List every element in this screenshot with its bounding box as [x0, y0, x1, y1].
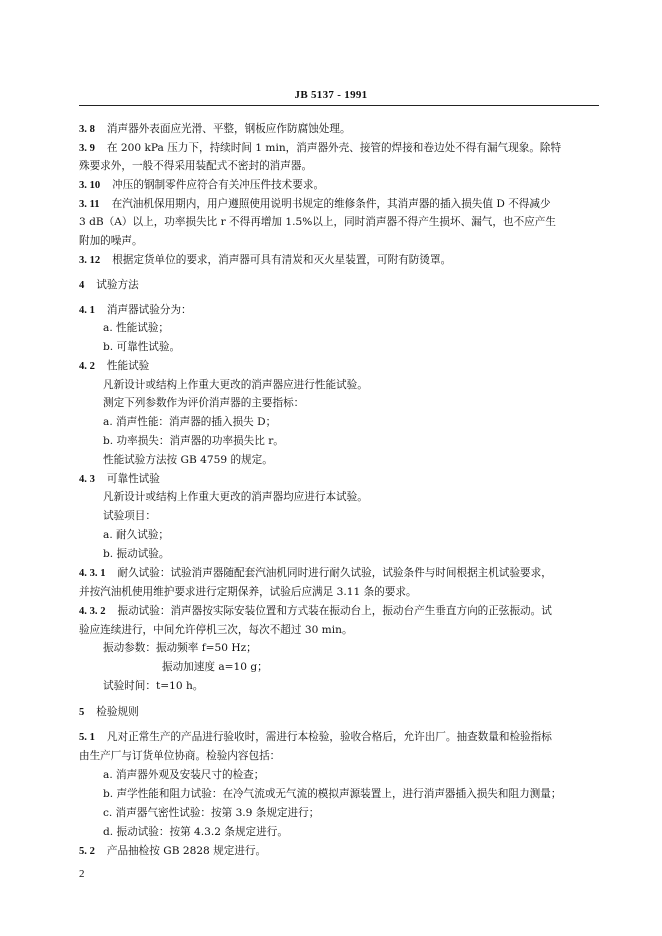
- list-item: d. 振动试验：按第 4.3.2 条规定进行。: [103, 826, 288, 838]
- clause-3-11-cont2: 附加的噪声。: [79, 235, 143, 247]
- clause-3-11-cont1: 3 dB（A）以上，功率损失比 r 不得再增加 1.5%以上，同时消声器不得产生损坏、漏气，也不应产生: [79, 216, 556, 228]
- list-item: b. 可靠性试验。: [103, 341, 181, 353]
- clause-4-2: 4. 2 性能试验: [79, 360, 150, 372]
- page-header: JB 5137 - 1991: [294, 89, 368, 101]
- paragraph-line: 试验项目：: [103, 510, 156, 522]
- clause-4-3-1: 4. 3. 1 耐久试验：试验消声器随配套汽油机同时进行耐久试验，试验条件与时间根据主机试验要求，: [79, 567, 552, 579]
- clause-3-9-cont: 殊要求外，一般不得采用装配式不密封的消声器。: [79, 160, 313, 172]
- list-item: c. 消声器气密性试验：按第 3.9 条规定进行；: [103, 807, 320, 819]
- paragraph-line: 凡新设计或结构上作重大更改的消声器应进行性能试验。: [103, 379, 368, 391]
- clause-5-1: 5. 1 凡对正常生产的产品进行验收时，需进行本检验，验收合格后，允许出厂。抽查数量和检验指标: [79, 731, 552, 743]
- clause-4-3-2: 4. 3. 2 振动试验：消声器按实际安装位置和方式装在振动台上，振动台产生垂直方向的正弦振动。试: [79, 605, 552, 617]
- clause-3-8: 3. 8 消声器外表面应光滑、平整，钢板应作防腐蚀处理。: [79, 123, 351, 135]
- test-duration: 试验时间：t=10 h。: [103, 680, 204, 692]
- clause-3-12: 3. 12 根据定货单位的要求，消声器可具有清炭和灭火星装置，可附有防烫罩。: [79, 254, 452, 266]
- paragraph-line: 测定下列参数作为评价消声器的主要指标：: [103, 397, 305, 409]
- clause-4-3: 4. 3 可靠性试验: [79, 473, 160, 485]
- list-item: b. 振动试验。: [103, 548, 170, 560]
- clause-3-9: 3. 9 在 200 kPa 压力下，持续时间 1 min，消声器外壳、接管的焊接和卷边处不得有漏气现象。除特: [79, 142, 562, 154]
- list-item: a. 耐久试验；: [103, 529, 170, 541]
- paragraph-line: 性能试验方法按 GB 4759 的规定。: [103, 454, 273, 466]
- section-4-heading: 4 试验方法: [79, 279, 139, 291]
- clause-4-3-1-cont: 并按汽油机使用维护要求进行定期保养，试验后应满足 3.11 条的要求。: [79, 586, 417, 598]
- vibration-frequency: 振动参数：振动频率 f=50 Hz；: [103, 642, 257, 654]
- list-item: b. 声学性能和阻力试验：在冷气流或无气流的模拟声源装置上，进行消声器插入损失和阻力测量；: [103, 788, 562, 800]
- list-item: a. 性能试验；: [103, 322, 170, 334]
- clause-5-1-cont: 由生产厂与订货单位协商。检验内容包括：: [79, 750, 281, 762]
- clause-5-2: 5. 2 产品抽检按 GB 2828 规定进行。: [79, 845, 267, 857]
- list-item: a. 消声性能：消声器的插入损失 D；: [103, 416, 277, 428]
- section-5-heading: 5 检验规则: [79, 706, 139, 718]
- page-number: 2: [79, 868, 85, 880]
- clause-3-11: 3. 11 在汽油机保用期内，用户遵照使用说明书规定的维修条件，其消声器的插入损失值 D 不得减少: [79, 198, 551, 210]
- list-item: a. 消声器外观及安装尺寸的检查；: [103, 769, 265, 781]
- header-rule: [79, 105, 599, 106]
- list-item: b. 功率损失：消声器的功率损失比 r。: [103, 435, 284, 447]
- vibration-acceleration: 振动加速度 a=10 g；: [162, 661, 268, 673]
- clause-3-10: 3. 10 冲压的钢制零件应符合有关冲压件技术要求。: [79, 179, 325, 191]
- paragraph-line: 凡新设计或结构上作重大更改的消声器均应进行本试验。: [103, 491, 368, 503]
- clause-4-1: 4. 1 消声器试验分为：: [79, 304, 192, 316]
- clause-4-3-2-cont: 验应连续进行，中间允许停机三次，每次不超过 30 min。: [79, 624, 353, 636]
